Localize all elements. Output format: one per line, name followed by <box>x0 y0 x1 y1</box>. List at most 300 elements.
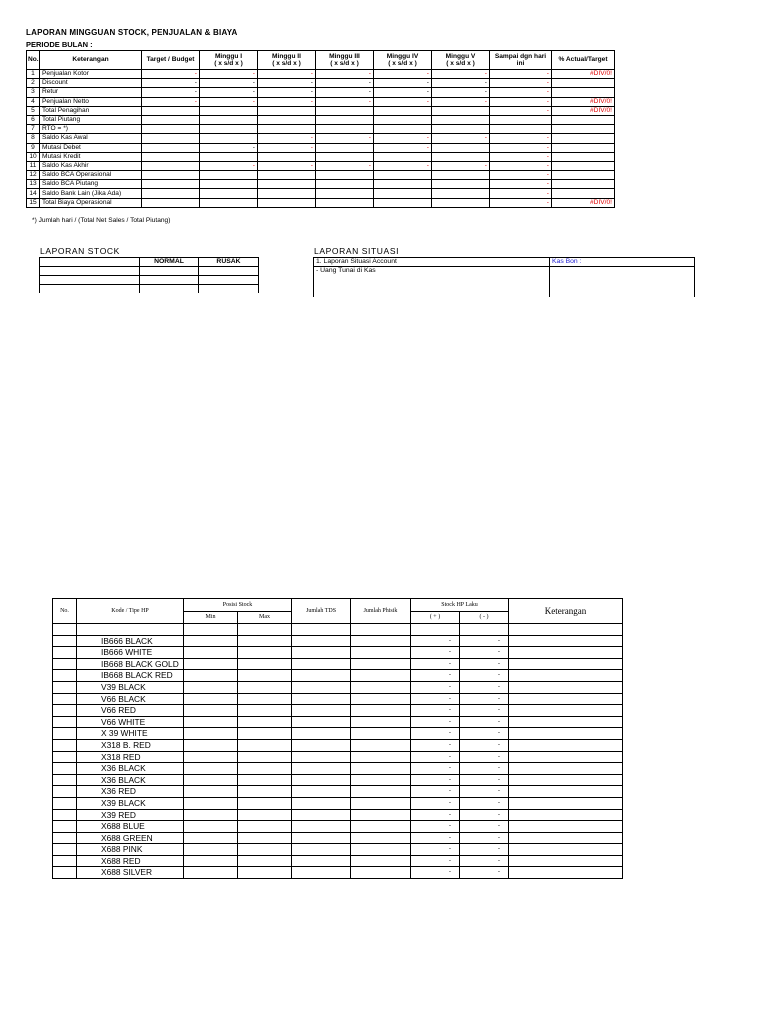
hp-cell[interactable] <box>238 763 292 775</box>
hp-cell[interactable] <box>184 867 238 879</box>
weekly-cell[interactable] <box>200 171 258 180</box>
weekly-cell[interactable]: - <box>258 70 316 79</box>
weekly-cell[interactable]: - <box>432 134 490 143</box>
hp-cell[interactable] <box>53 786 77 798</box>
weekly-cell[interactable] <box>258 125 316 134</box>
hp-cell[interactable] <box>292 774 351 786</box>
hp-laku-minus: - <box>460 751 509 763</box>
hp-cell[interactable] <box>292 705 351 717</box>
weekly-cell[interactable] <box>200 115 258 124</box>
weekly-cell[interactable] <box>374 171 432 180</box>
hp-laku-plus: - <box>411 844 460 856</box>
stock-cell[interactable] <box>40 267 140 276</box>
weekly-cell[interactable]: - <box>374 70 432 79</box>
weekly-cell[interactable] <box>200 198 258 207</box>
hp-cell[interactable] <box>292 647 351 659</box>
hp-cell[interactable] <box>238 705 292 717</box>
hp-cell[interactable] <box>238 728 292 740</box>
hp-laku-minus: - <box>460 658 509 670</box>
hp-cell[interactable] <box>53 797 77 809</box>
stock-table <box>39 257 259 293</box>
hp-cell[interactable] <box>238 797 292 809</box>
weekly-cell[interactable] <box>200 106 258 115</box>
weekly-cell[interactable] <box>432 189 490 198</box>
hp-laku-plus: - <box>411 681 460 693</box>
hp-cell[interactable] <box>238 867 292 879</box>
hp-cell[interactable] <box>351 647 411 659</box>
weekly-cell[interactable] <box>142 125 200 134</box>
weekly-row-no: 7 <box>27 125 40 134</box>
hp-cell[interactable] <box>509 821 623 833</box>
hp-cell[interactable] <box>351 670 411 682</box>
weekly-cell[interactable]: - <box>258 143 316 152</box>
hp-cell[interactable] <box>184 832 238 844</box>
weekly-cell[interactable]: - <box>316 79 374 88</box>
weekly-cell[interactable] <box>316 152 374 161</box>
hp-cell[interactable] <box>292 716 351 728</box>
weekly-cell[interactable] <box>432 180 490 189</box>
weekly-cell[interactable] <box>552 189 615 198</box>
weekly-cell[interactable] <box>432 143 490 152</box>
weekly-cell[interactable]: - <box>374 161 432 170</box>
hp-cell[interactable] <box>351 739 411 751</box>
weekly-cell[interactable]: - <box>490 79 552 88</box>
hp-cell[interactable] <box>509 867 623 879</box>
hp-cell[interactable] <box>238 821 292 833</box>
weekly-cell[interactable]: - <box>490 152 552 161</box>
weekly-cell[interactable] <box>200 134 258 143</box>
weekly-cell[interactable]: - <box>432 97 490 106</box>
weekly-cell[interactable] <box>316 106 374 115</box>
weekly-cell[interactable]: - <box>374 143 432 152</box>
hp-cell[interactable] <box>184 821 238 833</box>
hp-cell[interactable] <box>509 728 623 740</box>
hp-laku-minus: - <box>460 716 509 728</box>
table-row <box>53 774 623 786</box>
weekly-cell[interactable] <box>552 134 615 143</box>
hp-cell[interactable] <box>184 855 238 867</box>
weekly-cell[interactable]: - <box>200 70 258 79</box>
weekly-cell[interactable]: - <box>316 70 374 79</box>
hp-cell[interactable] <box>351 728 411 740</box>
hp-cell[interactable] <box>509 809 623 821</box>
hp-cell[interactable] <box>509 797 623 809</box>
hp-cell[interactable] <box>184 635 238 647</box>
weekly-cell[interactable] <box>432 125 490 134</box>
hp-cell[interactable] <box>184 681 238 693</box>
weekly-cell[interactable]: - <box>258 161 316 170</box>
hp-cell[interactable] <box>53 635 77 647</box>
hp-cell[interactable] <box>238 658 292 670</box>
hp-cell[interactable] <box>509 855 623 867</box>
weekly-cell[interactable]: - <box>490 70 552 79</box>
weekly-cell[interactable] <box>552 161 615 170</box>
hp-laku-minus: - <box>460 763 509 775</box>
weekly-cell[interactable]: - <box>432 88 490 97</box>
weekly-col-subtitle: ( x s/d x ) <box>330 60 359 67</box>
weekly-cell[interactable] <box>374 189 432 198</box>
hp-cell[interactable] <box>292 797 351 809</box>
stock-cell[interactable] <box>199 276 259 285</box>
hp-cell[interactable] <box>509 693 623 705</box>
hp-cell[interactable] <box>292 786 351 798</box>
weekly-cell[interactable] <box>142 115 200 124</box>
weekly-cell[interactable] <box>258 189 316 198</box>
hp-cell[interactable] <box>509 705 623 717</box>
hp-cell[interactable] <box>509 844 623 856</box>
hp-cell[interactable] <box>460 624 509 636</box>
hp-cell[interactable] <box>238 635 292 647</box>
hp-cell[interactable] <box>509 635 623 647</box>
weekly-cell[interactable]: - <box>490 198 552 207</box>
weekly-cell[interactable] <box>316 180 374 189</box>
hp-cell[interactable] <box>53 844 77 856</box>
hp-cell[interactable] <box>53 832 77 844</box>
hp-cell[interactable] <box>53 670 77 682</box>
weekly-cell[interactable]: - <box>200 143 258 152</box>
hp-cell[interactable] <box>292 844 351 856</box>
hp-cell[interactable] <box>509 774 623 786</box>
hp-model-name: X688 SILVER <box>77 867 184 879</box>
weekly-cell[interactable] <box>142 198 200 207</box>
weekly-cell[interactable]: - <box>432 70 490 79</box>
weekly-cell[interactable] <box>432 152 490 161</box>
hp-laku-minus: - <box>460 809 509 821</box>
hp-cell[interactable] <box>292 624 351 636</box>
weekly-cell[interactable]: - <box>490 161 552 170</box>
hp-laku-minus: - <box>460 705 509 717</box>
weekly-col-header <box>374 51 432 70</box>
hp-cell[interactable] <box>53 681 77 693</box>
hp-cell[interactable] <box>184 751 238 763</box>
weekly-row-label: Penjualan Netto <box>40 97 142 106</box>
weekly-cell[interactable] <box>200 125 258 134</box>
weekly-cell[interactable]: - <box>258 79 316 88</box>
weekly-row-no: 4 <box>27 97 40 106</box>
weekly-cell[interactable]: - <box>142 97 200 106</box>
weekly-cell[interactable]: #DIV/0! <box>552 106 615 115</box>
hp-cell[interactable] <box>53 809 77 821</box>
weekly-cell[interactable] <box>552 125 615 134</box>
weekly-cell[interactable]: - <box>374 79 432 88</box>
hp-cell[interactable] <box>351 716 411 728</box>
weekly-cell[interactable]: - <box>142 88 200 97</box>
weekly-cell[interactable] <box>142 171 200 180</box>
hp-cell[interactable] <box>238 624 292 636</box>
hp-cell[interactable] <box>509 739 623 751</box>
weekly-cell[interactable] <box>552 180 615 189</box>
weekly-cell[interactable] <box>490 125 552 134</box>
stock-cell[interactable] <box>40 285 140 294</box>
hp-cell[interactable] <box>53 705 77 717</box>
hp-cell[interactable] <box>184 797 238 809</box>
hp-cell[interactable] <box>238 751 292 763</box>
weekly-cell[interactable] <box>432 171 490 180</box>
weekly-cell[interactable]: - <box>258 97 316 106</box>
hp-cell[interactable] <box>351 774 411 786</box>
table-row <box>53 635 623 647</box>
hp-cell[interactable] <box>238 647 292 659</box>
weekly-col-header <box>200 51 258 70</box>
weekly-cell[interactable]: #DIV/0! <box>552 198 615 207</box>
hp-cell[interactable] <box>351 809 411 821</box>
stock-col-item <box>40 258 140 267</box>
weekly-cell[interactable] <box>316 171 374 180</box>
weekly-cell[interactable] <box>374 125 432 134</box>
weekly-cell[interactable]: - <box>432 161 490 170</box>
weekly-cell[interactable] <box>200 180 258 189</box>
hp-cell[interactable] <box>53 821 77 833</box>
hp-cell[interactable] <box>509 681 623 693</box>
weekly-col-header <box>40 51 142 70</box>
weekly-cell[interactable]: - <box>200 88 258 97</box>
stock-row <box>40 267 259 276</box>
hp-cell[interactable] <box>351 855 411 867</box>
hp-laku-plus: - <box>411 658 460 670</box>
hp-cell[interactable] <box>292 635 351 647</box>
weekly-cell[interactable]: - <box>490 171 552 180</box>
hp-cell[interactable] <box>238 844 292 856</box>
weekly-row-no: 9 <box>27 143 40 152</box>
hp-cell[interactable] <box>184 809 238 821</box>
weekly-cell[interactable] <box>258 171 316 180</box>
hp-cell[interactable] <box>351 763 411 775</box>
hp-cell[interactable] <box>184 670 238 682</box>
hp-cell[interactable] <box>184 705 238 717</box>
hp-cell[interactable] <box>292 867 351 879</box>
hp-cell[interactable] <box>53 728 77 740</box>
weekly-col-header <box>490 51 552 70</box>
weekly-row <box>27 79 615 88</box>
hp-cell[interactable] <box>184 739 238 751</box>
hp-cell[interactable] <box>292 821 351 833</box>
weekly-cell[interactable] <box>258 115 316 124</box>
weekly-cell[interactable]: - <box>258 134 316 143</box>
weekly-cell[interactable]: - <box>432 79 490 88</box>
hp-cell[interactable] <box>292 739 351 751</box>
weekly-cell[interactable]: - <box>374 88 432 97</box>
hp-cell[interactable] <box>238 832 292 844</box>
hp-cell[interactable] <box>53 647 77 659</box>
hp-cell[interactable] <box>238 809 292 821</box>
hp-cell[interactable] <box>292 670 351 682</box>
weekly-cell[interactable] <box>142 161 200 170</box>
hp-cell[interactable] <box>509 658 623 670</box>
table-row <box>53 681 623 693</box>
hp-cell[interactable] <box>351 624 411 636</box>
weekly-cell[interactable]: - <box>316 161 374 170</box>
table-row <box>53 751 623 763</box>
hp-cell[interactable] <box>184 763 238 775</box>
weekly-cell[interactable]: - <box>490 97 552 106</box>
weekly-cell[interactable] <box>432 106 490 115</box>
hp-cell[interactable] <box>184 716 238 728</box>
weekly-cell[interactable]: - <box>490 189 552 198</box>
hp-cell[interactable] <box>53 693 77 705</box>
weekly-cell[interactable] <box>552 88 615 97</box>
hp-cell[interactable] <box>53 658 77 670</box>
weekly-cell[interactable]: - <box>490 106 552 115</box>
hp-laku-minus: - <box>460 844 509 856</box>
hp-cell[interactable] <box>351 658 411 670</box>
hp-cell[interactable] <box>53 855 77 867</box>
weekly-cell[interactable]: - <box>316 88 374 97</box>
hp-cell[interactable] <box>53 624 77 636</box>
weekly-cell[interactable]: - <box>490 88 552 97</box>
weekly-cell[interactable]: - <box>200 161 258 170</box>
weekly-cell[interactable] <box>432 198 490 207</box>
hp-cell[interactable] <box>351 705 411 717</box>
weekly-cell[interactable]: - <box>490 180 552 189</box>
weekly-cell[interactable]: - <box>316 134 374 143</box>
weekly-cell[interactable] <box>432 115 490 124</box>
hp-cell[interactable] <box>292 681 351 693</box>
hp-cell[interactable] <box>351 797 411 809</box>
hp-cell[interactable] <box>351 635 411 647</box>
hp-cell[interactable] <box>292 809 351 821</box>
hp-cell[interactable] <box>509 832 623 844</box>
weekly-cell[interactable] <box>552 79 615 88</box>
weekly-cell[interactable] <box>142 189 200 198</box>
hp-cell[interactable] <box>184 647 238 659</box>
hp-cell[interactable] <box>184 693 238 705</box>
weekly-col-title: Minggu IV <box>386 52 419 60</box>
hp-cell[interactable] <box>184 844 238 856</box>
weekly-cell[interactable] <box>258 152 316 161</box>
weekly-cell[interactable] <box>258 106 316 115</box>
hp-cell[interactable] <box>238 716 292 728</box>
hp-cell[interactable] <box>184 774 238 786</box>
weekly-cell[interactable]: - <box>316 97 374 106</box>
weekly-cell[interactable]: - <box>374 134 432 143</box>
hp-cell[interactable] <box>509 624 623 636</box>
hp-cell[interactable] <box>292 693 351 705</box>
weekly-cell[interactable] <box>316 115 374 124</box>
hp-cell[interactable] <box>509 786 623 798</box>
weekly-cell[interactable]: - <box>258 88 316 97</box>
hp-cell[interactable] <box>238 786 292 798</box>
stock-cell[interactable] <box>199 267 259 276</box>
hp-cell[interactable] <box>292 763 351 775</box>
hp-cell[interactable] <box>53 716 77 728</box>
weekly-cell[interactable] <box>142 143 200 152</box>
hp-cell[interactable] <box>184 658 238 670</box>
hp-cell[interactable] <box>351 832 411 844</box>
weekly-cell[interactable]: - <box>200 79 258 88</box>
weekly-cell[interactable] <box>142 134 200 143</box>
weekly-col-title: Minggu V <box>445 52 476 60</box>
weekly-cell[interactable] <box>316 125 374 134</box>
hp-cell[interactable] <box>351 821 411 833</box>
hp-cell[interactable] <box>53 739 77 751</box>
stock-cell[interactable] <box>140 267 199 276</box>
hp-cell[interactable] <box>184 786 238 798</box>
weekly-col-title: Sampai dgn hari ini <box>494 52 547 67</box>
weekly-cell[interactable] <box>142 152 200 161</box>
hp-cell[interactable] <box>53 774 77 786</box>
hp-cell[interactable] <box>292 855 351 867</box>
stock-cell[interactable] <box>40 276 140 285</box>
weekly-cell[interactable] <box>142 180 200 189</box>
stock-cell[interactable] <box>140 285 199 294</box>
hp-cell[interactable] <box>53 763 77 775</box>
weekly-cell[interactable] <box>374 152 432 161</box>
weekly-cell[interactable] <box>258 198 316 207</box>
hp-cell[interactable] <box>509 716 623 728</box>
weekly-row <box>27 115 615 124</box>
weekly-cell[interactable]: #DIV/0! <box>552 97 615 106</box>
weekly-cell[interactable] <box>258 180 316 189</box>
weekly-cell[interactable] <box>316 198 374 207</box>
hp-cell[interactable] <box>292 658 351 670</box>
hp-cell[interactable] <box>53 751 77 763</box>
hp-cell[interactable] <box>238 670 292 682</box>
hp-cell[interactable] <box>238 855 292 867</box>
hp-cell[interactable] <box>351 751 411 763</box>
hp-cell[interactable] <box>411 624 460 636</box>
weekly-cell[interactable] <box>200 152 258 161</box>
hp-cell[interactable] <box>292 751 351 763</box>
weekly-cell[interactable] <box>374 198 432 207</box>
weekly-cell[interactable]: - <box>374 97 432 106</box>
weekly-cell[interactable]: - <box>200 97 258 106</box>
hp-cell[interactable] <box>292 728 351 740</box>
weekly-cell[interactable] <box>142 106 200 115</box>
hp-cell[interactable] <box>351 681 411 693</box>
weekly-cell[interactable] <box>374 115 432 124</box>
hp-cell[interactable] <box>351 844 411 856</box>
hp-cell[interactable] <box>53 867 77 879</box>
stock-cell[interactable] <box>140 276 199 285</box>
hp-cell[interactable] <box>184 624 238 636</box>
hp-col-no: No. <box>53 599 77 624</box>
weekly-cell[interactable]: - <box>142 79 200 88</box>
weekly-cell[interactable] <box>552 143 615 152</box>
hp-cell[interactable] <box>351 693 411 705</box>
hp-cell[interactable] <box>77 624 184 636</box>
weekly-cell[interactable] <box>552 152 615 161</box>
weekly-cell[interactable] <box>316 189 374 198</box>
hp-cell[interactable] <box>509 647 623 659</box>
weekly-cell[interactable] <box>316 143 374 152</box>
weekly-cell[interactable] <box>552 171 615 180</box>
hp-cell[interactable] <box>509 763 623 775</box>
weekly-cell[interactable] <box>374 180 432 189</box>
stock-cell[interactable] <box>199 285 259 294</box>
weekly-cell[interactable]: - <box>142 70 200 79</box>
hp-cell[interactable] <box>351 867 411 879</box>
hp-header-row <box>53 599 623 612</box>
hp-cell[interactable] <box>351 786 411 798</box>
weekly-cell[interactable]: - <box>490 143 552 152</box>
weekly-cell[interactable] <box>200 189 258 198</box>
hp-cell[interactable] <box>509 670 623 682</box>
weekly-cell[interactable] <box>490 115 552 124</box>
weekly-cell[interactable]: - <box>490 134 552 143</box>
weekly-cell[interactable] <box>552 115 615 124</box>
hp-cell[interactable] <box>238 774 292 786</box>
kas-bon-cell[interactable] <box>550 267 695 298</box>
weekly-cell[interactable] <box>374 106 432 115</box>
hp-cell[interactable] <box>238 681 292 693</box>
hp-laku-plus: - <box>411 716 460 728</box>
hp-cell[interactable] <box>184 728 238 740</box>
hp-cell[interactable] <box>509 751 623 763</box>
hp-cell[interactable] <box>238 739 292 751</box>
hp-cell[interactable] <box>238 693 292 705</box>
weekly-cell[interactable]: #DIV/0! <box>552 70 615 79</box>
hp-cell[interactable] <box>292 832 351 844</box>
